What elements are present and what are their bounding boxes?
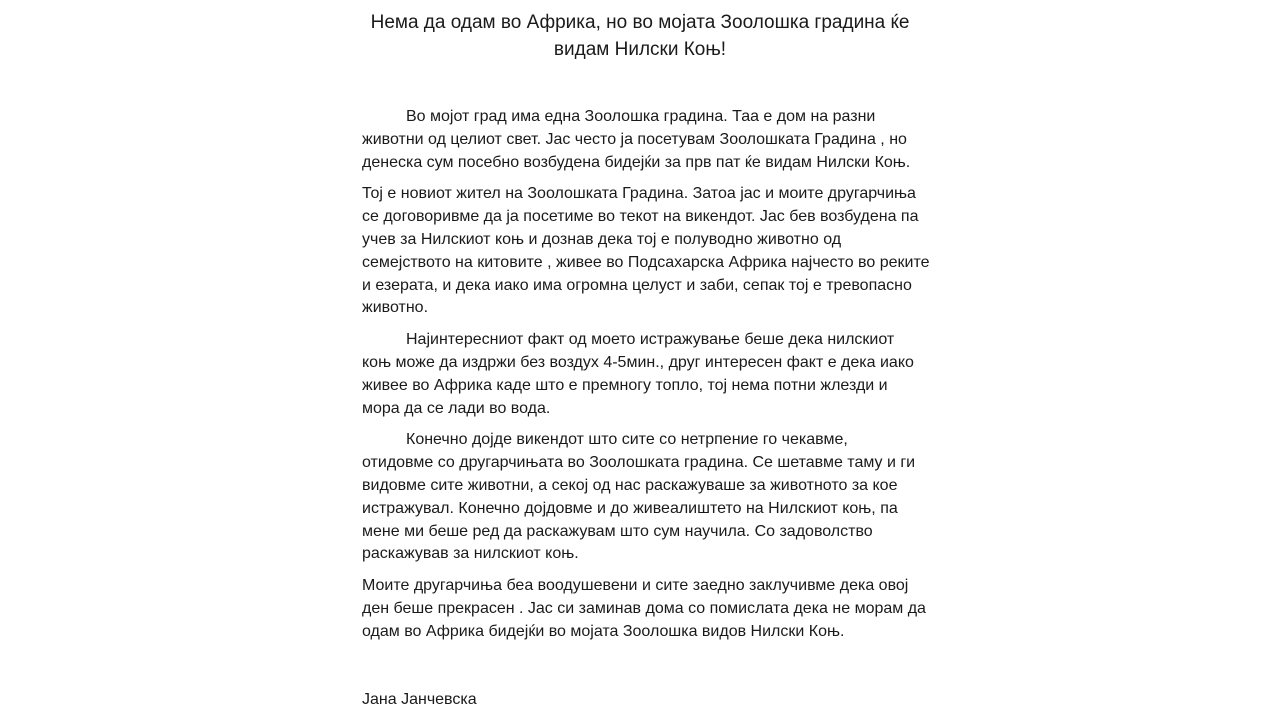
text-line: животно. <box>362 299 429 317</box>
text-line: учев за Нилскиот коњ и дознав дека тој е полуводно животно од <box>362 230 842 248</box>
text-line: раскажував за нилскиот коњ. <box>362 545 579 563</box>
paragraph-4 <box>362 429 924 566</box>
text-line: животни од целиот свет. Јас често ја посетувам Зоолошката Градина , но <box>362 130 907 148</box>
text-line: одам во Африка бидејќи во мојата Зоолошка видов Нилски Коњ. <box>362 622 845 640</box>
text-line: Во мојот град има една Зоолошка градина. Таа е дом на разни <box>406 108 876 125</box>
document-body <box>362 106 930 653</box>
text-line: мене ми беше ред да раскажувам што сум научила. Со задоволство <box>362 522 873 540</box>
paragraph-2 <box>362 183 930 320</box>
text-line: видовме сите животни, а секој од нас раскажуваше за животното за кое <box>362 476 898 494</box>
text-line: коњ може да издржи без воздух 4-5мин., друг интересен факт е дека иако <box>362 353 914 371</box>
title-line-1: Нема да одам во Африка, но во мојата Зоолошка градина ќе <box>370 12 910 33</box>
text-line: семејството на китовите , живее во Подсахарска Африка најчесто во реките <box>362 253 930 271</box>
text-line: мора да се лади во вода. <box>362 399 551 417</box>
text-line: ден беше прекрасен . Јас си заминав дома со помислата дека не морам да <box>362 599 926 617</box>
text-line: денеска сум посебно возбудена бидејќи за прв пат ќе видам Нилски Коњ. <box>362 153 911 171</box>
paragraph-3 <box>362 329 924 420</box>
text-line: Тој е новиот жител на Зоолошката Градина. Затоа јас и моите другарчиња <box>362 185 916 203</box>
text-line: отидовме со другарчињата во Зоолошката градина. Се шетавме таму и ги <box>362 454 916 472</box>
text-line: се договоривме да ја посетиме во текот на викендот. Јас бев возбудена па <box>362 208 919 226</box>
text-line: Конечно дојде викендот што сите со нетрпение го чекавме, <box>406 431 848 449</box>
title-line-2: видам Нилски Коњ! <box>553 39 727 60</box>
text-line: Моите другарчиња беа воодушевени и сите заедно заклучивме дека овој <box>362 577 909 595</box>
document-title <box>330 9 950 63</box>
author-signature: Јана Јанчевска <box>362 691 477 708</box>
text-line: Најинтересниот факт од моето истражување беше дека нилскиот <box>406 331 895 349</box>
paragraph-1 <box>362 106 924 174</box>
text-line: истражувал. Конечно дојдовме и до живеалиштето на Нилскиот коњ, па <box>362 499 898 517</box>
paragraph-5 <box>362 575 924 643</box>
text-line: и езерата, и дека иако има огромна целуст и заби, сепак тој е тревопасно <box>362 276 912 294</box>
text-line: живее во Африка каде што е премногу топло, тој нема потни жлезди и <box>362 376 888 394</box>
